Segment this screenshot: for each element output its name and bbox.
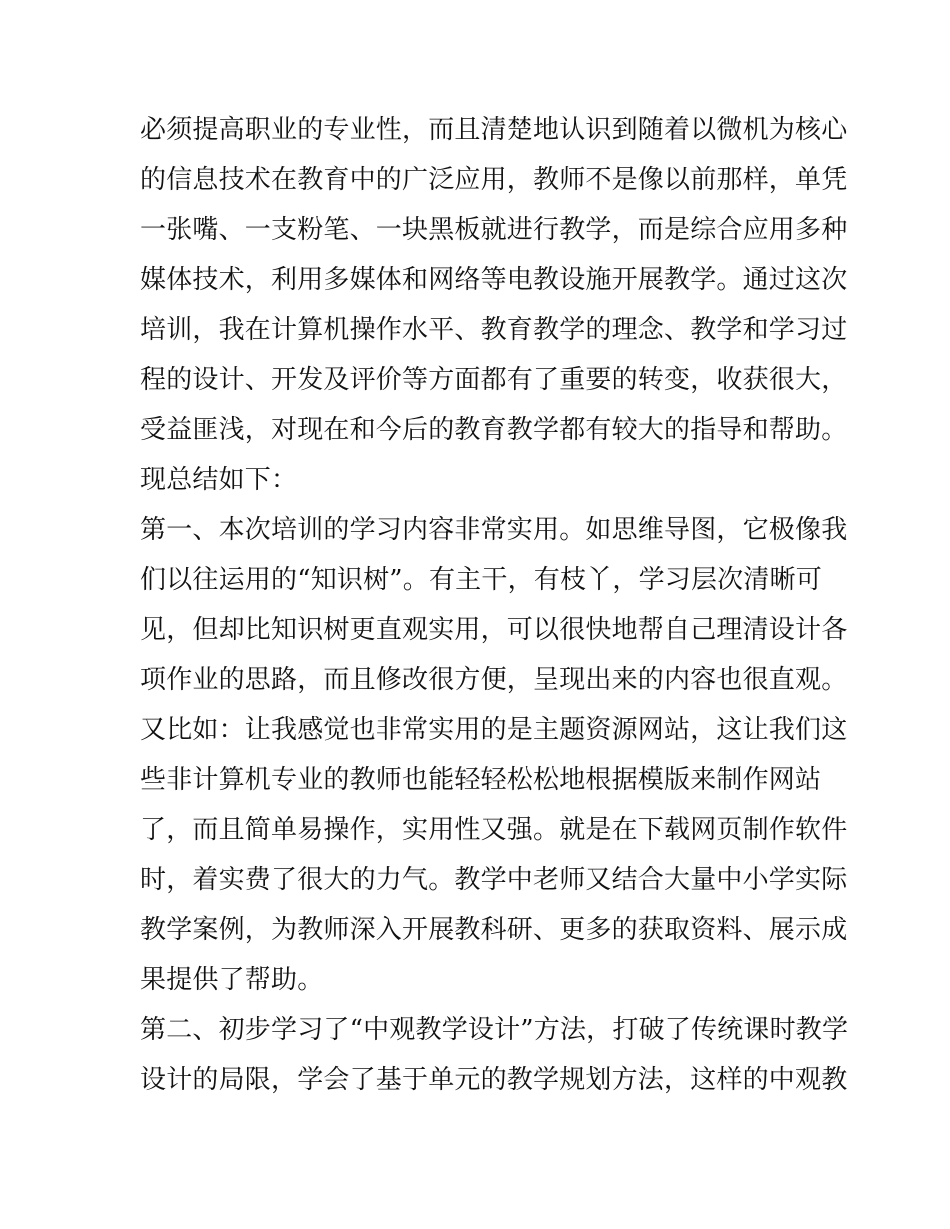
text-line: 媒体技术，利用多媒体和网络等电教设施开展教学。通过这次: [140, 265, 848, 295]
text-line: 程的设计、开发及评价等方面都有了重要的转变，收获很大，: [140, 365, 848, 395]
text-line: 果提供了帮助。: [140, 965, 324, 995]
text-line: 培训，我在计算机操作水平、教育教学的理念、教学和学习过: [140, 315, 848, 345]
text-line: 教学案例，为教师深入开展教科研、更多的获取资料、展示成: [140, 915, 848, 945]
text-line: 设计的局限，学会了基于单元的教学规划方法，这样的中观教: [140, 1065, 848, 1095]
text-line: 第二、初步学习了“中观教学设计”方法，打破了传统课时教学: [140, 1015, 849, 1045]
text-line: 们以往运用的“知识树”。有主干，有枝丫，学习层次清晰可: [140, 565, 822, 595]
text-line: 见，但却比知识树更直观实用，可以很快地帮自己理清设计各: [140, 615, 848, 645]
text-line: 一张嘴、一支粉笔、一块黑板就进行教学，而是综合应用多种: [140, 215, 848, 245]
text-line: 的信息技术在教育中的广泛应用，教师不是像以前那样，单凭: [140, 165, 848, 195]
text-line: 项作业的思路，而且修改很方便，呈现出来的内容也很直观。: [140, 665, 848, 695]
text-line: 些非计算机专业的教师也能轻轻松松地根据模版来制作网站: [140, 765, 822, 795]
body-text: [140, 105, 849, 1105]
text-line: 又比如：让我感觉也非常实用的是主题资源网站，这让我们这: [140, 715, 848, 745]
text-line: 第一、本次培训的学习内容非常实用。如思维导图，它极像我: [140, 515, 848, 545]
text-line: 必须提高职业的专业性，而且清楚地认识到随着以微机为核心: [140, 115, 848, 145]
text-line: 现总结如下：: [140, 465, 298, 495]
text-line: 了，而且简单易操作，实用性又强。就是在下载网页制作软件: [140, 815, 848, 845]
text-line: 受益匪浅，对现在和今后的教育教学都有较大的指导和帮助。: [140, 415, 848, 445]
text-line: 时，着实费了很大的力气。教学中老师又结合大量中小学实际: [140, 865, 848, 895]
